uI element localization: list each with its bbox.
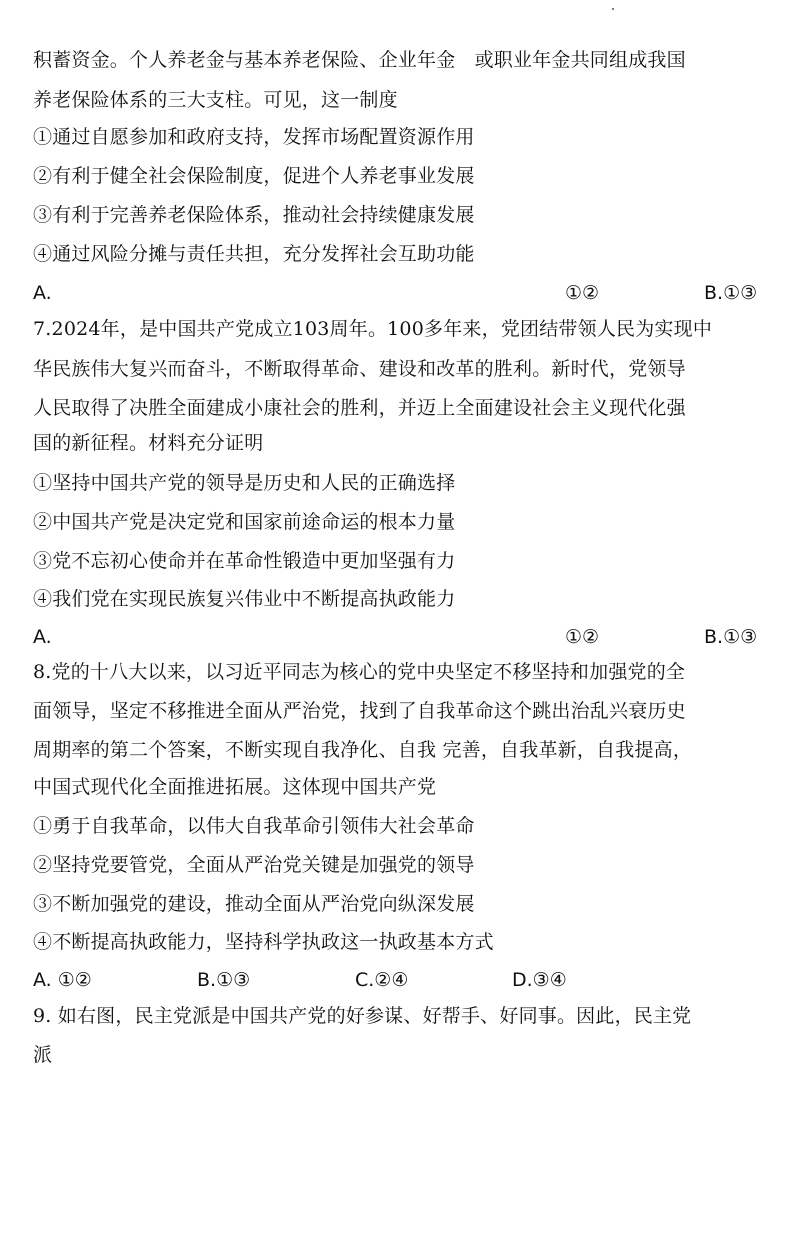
q6-statement-3: ③有利于完善养老保险体系，推动社会持续健康发展 (33, 204, 475, 226)
q8-statement-2: ②坚持党要管党，全面从严治党关键是加强党的领导 (33, 854, 475, 876)
q7-stem-line-1: 7.2024年，是中国共产党成立103周年。100多年来，党团结带领人民为实现中 (33, 318, 713, 340)
q8-statement-1: ①勇于自我革命，以伟大自我革命引领伟大社会革命 (33, 815, 475, 837)
q9-stem-line-2: 派 (33, 1044, 53, 1066)
scan-speck (612, 8, 614, 10)
q7-statement-2: ②中国共产党是决定党和国家前途命运的根本力量 (33, 511, 456, 533)
q8-stem-line-4: 中国式现代化全面推进拓展。这体现中国共产党 (33, 776, 437, 798)
q6-stem-line-2: 养老保险体系的三大支柱。可见，这一制度 (33, 89, 398, 111)
q7-option-b: B.①③ (704, 626, 758, 648)
q6-statement-1: ①通过自愿参加和政府支持，发挥市场配置资源作用 (33, 126, 475, 148)
q6-statement-4: ④通过风险分摊与责任共担，充分发挥社会互助功能 (33, 243, 475, 265)
q7-stem-line-4: 国的新征程。材料充分证明 (33, 432, 264, 454)
q7-stem-line-3: 人民取得了决胜全面建成小康社会的胜利，并迈上全面建设社会主义现代化强 (33, 397, 686, 419)
q7-option-a-label: A. (33, 626, 52, 648)
q8-option-a: A. ①② (33, 969, 92, 991)
q8-option-c: C.②④ (355, 969, 409, 991)
q6-option-a-label: A. (33, 282, 52, 304)
q8-statement-3: ③不断加强党的建设，推动全面从严治党向纵深发展 (33, 893, 475, 915)
q6-statement-2: ②有利于健全社会保险制度，促进个人养老事业发展 (33, 165, 475, 187)
q9-stem-line-1: 9. 如右图，民主党派是中国共产党的好参谋、好帮手、好同事。因此，民主党 (33, 1005, 692, 1027)
q7-statement-3: ③党不忘初心使命并在革命性锻造中更加坚强有力 (33, 550, 456, 572)
q8-option-d: D.③④ (512, 969, 567, 991)
q7-statement-4: ④我们党在实现民族复兴伟业中不断提高执政能力 (33, 588, 456, 610)
q6-option-b: B.①③ (704, 282, 758, 304)
q8-stem-line-2: 面领导，坚定不移推进全面从严治党，找到了自我革命这个跳出治乱兴衰历史 (33, 700, 686, 722)
q7-option-a-value: ①② (565, 626, 600, 648)
q6-option-a-value: ①② (565, 282, 600, 304)
q8-stem-line-3: 周期率的第二个答案，不断实现自我净化、自我 完善，自我革新，自我提高， (33, 739, 693, 761)
q6-stem-line-1: 积蓄资金。个人养老金与基本养老保险、企业年金 或职业年金共同组成我国 (33, 49, 686, 71)
q7-stem-line-2: 华民族伟大复兴而奋斗，不断取得革命、建设和改革的胜利。新时代，党领导 (33, 358, 686, 380)
q8-stem-line-1: 8.党的十八大以来，以习近平同志为核心的党中央坚定不移坚持和加强党的全 (33, 661, 686, 683)
q7-statement-1: ①坚持中国共产党的领导是历史和人民的正确选择 (33, 472, 456, 494)
q8-option-b: B.①③ (197, 969, 251, 991)
q8-statement-4: ④不断提高执政能力，坚持科学执政这一执政基本方式 (33, 931, 494, 953)
